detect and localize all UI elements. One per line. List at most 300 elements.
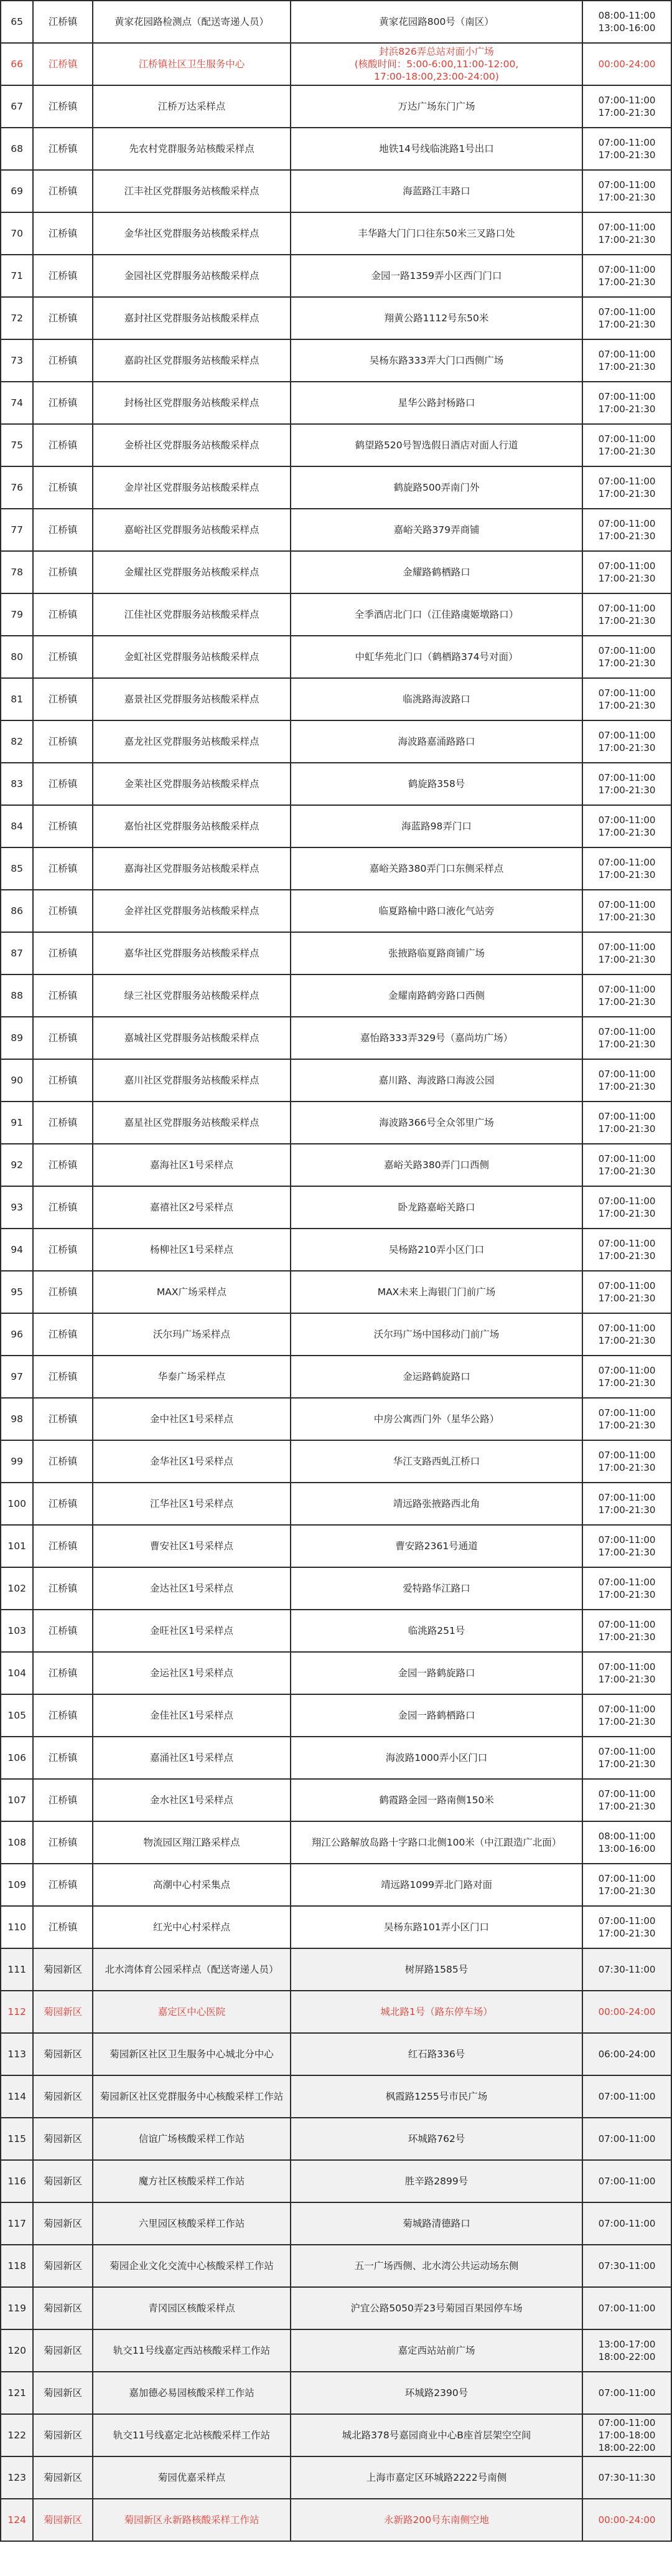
address-line: 靖远路张掖路西北角: [393, 1498, 480, 1509]
site-name-cell: 魔方社区核酸采样工作站: [93, 2160, 291, 2202]
town-cell: 江桥镇: [33, 551, 93, 593]
table-row: [1, 2118, 671, 2160]
time-slot: 17:00-21:30: [598, 1377, 656, 1389]
town-cell: 菊园新区: [33, 2245, 93, 2287]
site-name-cell: 江华社区1号采样点: [93, 1483, 291, 1525]
time-cell: [582, 890, 671, 932]
table-row: [1, 593, 671, 636]
time-slot: 17:00-21:30: [598, 869, 656, 880]
row-number-cell: 98: [1, 1398, 33, 1440]
table-row: [1, 339, 671, 382]
table-row: [1, 1271, 671, 1313]
row-number-cell: 103: [1, 1610, 33, 1652]
address-cell: [291, 1567, 582, 1610]
row-number-cell: 106: [1, 1737, 33, 1779]
site-name-cell: 六里园区核酸采样工作站: [93, 2202, 291, 2245]
address-cell: [291, 1229, 582, 1271]
town-cell: 江桥镇: [33, 1821, 93, 1864]
site-name-cell: 金祥社区党群服务站核酸采样点: [93, 890, 291, 932]
time-slot: 17:00-18:00: [598, 2430, 656, 2441]
table-row: [1, 1906, 671, 1948]
site-name-cell: 高潮中心村采集点: [93, 1864, 291, 1906]
town-cell: 江桥镇: [33, 720, 93, 763]
time-slot: 17:00-21:30: [598, 149, 656, 161]
time-cell: [582, 678, 671, 720]
table-row: [1, 424, 671, 466]
time-slot: 17:00-21:30: [598, 192, 656, 203]
row-number-cell: 102: [1, 1567, 33, 1610]
address-cell: [291, 1483, 582, 1525]
site-name-cell: 金佳社区1号采样点: [93, 1694, 291, 1737]
time-slot: 17:00-21:30: [598, 1928, 656, 1939]
town-cell: 菊园新区: [33, 2372, 93, 2414]
time-slot: 07:00-11:00: [598, 1534, 656, 1545]
time-slot: 07:00-11:00: [598, 1577, 656, 1588]
site-name-cell: 红光中心村采样点: [93, 1906, 291, 1948]
address-cell: [291, 1525, 582, 1567]
address-cell: [291, 1652, 582, 1694]
town-cell: 菊园新区: [33, 2160, 93, 2202]
address-cell: [291, 1398, 582, 1440]
town-cell: 江桥镇: [33, 1440, 93, 1483]
time-cell: [582, 2372, 671, 2414]
row-number-cell: 66: [1, 43, 33, 85]
time-cell: [582, 2287, 671, 2329]
address-cell: [291, 128, 582, 170]
address-cell: [291, 2202, 582, 2245]
site-name-cell: 江佳社区党群服务站核酸采样点: [93, 593, 291, 636]
time-slot: 17:00-21:30: [598, 658, 656, 669]
site-name-cell: 嘉韵社区党群服务站核酸采样点: [93, 339, 291, 382]
time-cell: [582, 1, 671, 43]
town-cell: 江桥镇: [33, 1102, 93, 1144]
address-line: 上海市嘉定区环城路2222号南侧: [366, 2472, 507, 2483]
address-line: 金园一路鹤栖路口: [398, 1710, 475, 1721]
table-row: [1, 1948, 671, 1991]
time-slot: 17:00-21:30: [598, 1589, 656, 1600]
address-cell: [291, 1102, 582, 1144]
site-name-cell: 菊园新区永新路核酸采样工作站: [93, 2499, 291, 2541]
site-name-cell: 轨交11号线嘉定北站核酸采样工作站: [93, 2414, 291, 2456]
address-cell: [291, 1821, 582, 1864]
time-slot: 17:00-21:30: [598, 1081, 656, 1092]
site-name-cell: 金运社区1号采样点: [93, 1652, 291, 1694]
town-cell: 江桥镇: [33, 763, 93, 805]
time-slot: 07:00-11:00: [598, 1746, 656, 1757]
row-number-cell: 109: [1, 1864, 33, 1906]
row-number-cell: 87: [1, 932, 33, 974]
address-cell: [291, 2329, 582, 2372]
time-slot: 07:00-11:00: [598, 2176, 656, 2187]
time-slot: 07:00-11:00: [598, 1365, 656, 1376]
row-number-cell: 78: [1, 551, 33, 593]
address-cell: [291, 255, 582, 297]
address-cell: [291, 2499, 582, 2541]
site-name-cell: 物流园区翔江路采样点: [93, 1821, 291, 1864]
table-row: [1, 382, 671, 424]
time-slot: 17:00-21:30: [598, 954, 656, 965]
town-cell: 江桥镇: [33, 1483, 93, 1525]
address-line: 吴杨东路101弄小区门口: [383, 1922, 490, 1933]
address-line: 海波路嘉涌路路口: [398, 736, 475, 747]
time-slot: 17:00-21:30: [598, 1716, 656, 1727]
row-number-cell: 92: [1, 1144, 33, 1186]
town-cell: 江桥镇: [33, 890, 93, 932]
address-cell: [291, 847, 582, 890]
row-number-cell: 104: [1, 1652, 33, 1694]
table-row: [1, 1398, 671, 1440]
address-cell: [291, 1906, 582, 1948]
time-cell: [582, 1059, 671, 1102]
address-line: 永新路200号东南侧空地: [383, 2514, 490, 2526]
town-cell: 菊园新区: [33, 2414, 93, 2456]
site-name-cell: 菊园新区社区卫生服务中心城北分中心: [93, 2033, 291, 2075]
table-row: [1, 1059, 671, 1102]
time-cell: [582, 1610, 671, 1652]
site-name-cell: 轨交11号线嘉定西站核酸采样工作站: [93, 2329, 291, 2372]
table-row: [1, 1779, 671, 1821]
row-number-cell: 120: [1, 2329, 33, 2372]
row-number-cell: 73: [1, 339, 33, 382]
site-name-cell: 嘉景社区党群服务站核酸采样点: [93, 678, 291, 720]
table-row: [1, 678, 671, 720]
time-cell: [582, 1567, 671, 1610]
time-slot: 17:00-21:30: [598, 361, 656, 372]
table-row: [1, 1525, 671, 1567]
address-cell: [291, 1017, 582, 1059]
time-slot: 17:00-21:30: [598, 488, 656, 499]
row-number-cell: 70: [1, 212, 33, 255]
time-cell: [582, 636, 671, 678]
address-line: 金运路鹤旋路口: [403, 1371, 470, 1382]
table-row: [1, 297, 671, 339]
time-slot: 17:00-21:30: [598, 1758, 656, 1770]
time-slot: 17:00-21:30: [598, 1504, 656, 1516]
address-line: 中房公寓西门外（星华公路）: [373, 1413, 500, 1425]
row-number-cell: 101: [1, 1525, 33, 1567]
table-row: [1, 1694, 671, 1737]
address-cell: [291, 2456, 582, 2499]
table-row: [1, 43, 671, 85]
row-number-cell: 65: [1, 1, 33, 43]
table-row: [1, 2499, 671, 2541]
time-slot: 07:00-11:00: [598, 476, 656, 487]
site-name-cell: 嘉川社区党群服务站核酸采样点: [93, 1059, 291, 1102]
address-cell: [291, 297, 582, 339]
address-cell: [291, 720, 582, 763]
time-slot: 07:00-11:00: [598, 1450, 656, 1461]
town-cell: 菊园新区: [33, 1991, 93, 2033]
address-cell: [291, 2287, 582, 2329]
town-cell: 江桥镇: [33, 255, 93, 297]
time-slot: 07:00-11:00: [598, 2387, 656, 2399]
address-line: 环城路2390号: [404, 2387, 469, 2399]
time-cell: [582, 1440, 671, 1483]
table-row: [1, 212, 671, 255]
table-row: [1, 85, 671, 128]
address-line: 曹安路2361号通道: [395, 1540, 478, 1552]
address-cell: [291, 763, 582, 805]
site-name-cell: 金华社区1号采样点: [93, 1440, 291, 1483]
time-slot: 07:00-11:00: [598, 179, 656, 191]
time-slot: 07:00-11:00: [598, 1026, 656, 1037]
town-cell: 江桥镇: [33, 1864, 93, 1906]
time-cell: [582, 43, 671, 85]
table-row: [1, 1229, 671, 1271]
address-line: 嘉峪关路380弄门口西侧: [383, 1159, 490, 1171]
site-name-cell: 青冈园区核酸采样点: [93, 2287, 291, 2329]
table-row: [1, 932, 671, 974]
table-row: [1, 1, 671, 43]
row-number-cell: 71: [1, 255, 33, 297]
row-number-cell: 115: [1, 2118, 33, 2160]
town-cell: 江桥镇: [33, 466, 93, 509]
row-number-cell: 83: [1, 763, 33, 805]
time-cell: [582, 974, 671, 1017]
town-cell: 菊园新区: [33, 2499, 93, 2541]
time-slot: 00:00-24:00: [598, 2006, 656, 2017]
time-slot: 07:00-11:00: [598, 1069, 656, 1080]
table-row: [1, 1102, 671, 1144]
town-cell: 江桥镇: [33, 297, 93, 339]
row-number-cell: 123: [1, 2456, 33, 2499]
time-cell: [582, 1694, 671, 1737]
row-number-cell: 91: [1, 1102, 33, 1144]
row-number-cell: 75: [1, 424, 33, 466]
time-slot: 07:00-11:00: [598, 1407, 656, 1418]
row-number-cell: 84: [1, 805, 33, 847]
time-cell: [582, 2033, 671, 2075]
row-number-cell: 72: [1, 297, 33, 339]
address-cell: [291, 1864, 582, 1906]
row-number-cell: 79: [1, 593, 33, 636]
time-cell: [582, 2245, 671, 2287]
table-row: [1, 1991, 671, 2033]
address-cell: [291, 2160, 582, 2202]
row-number-cell: 76: [1, 466, 33, 509]
address-line: 鹤霞路金园一路南侧150米: [379, 1795, 494, 1806]
table-row: [1, 1313, 671, 1356]
time-slot: 07:00-11:00: [598, 306, 656, 318]
table-row: [1, 2414, 671, 2456]
address-cell: [291, 1144, 582, 1186]
row-number-cell: 118: [1, 2245, 33, 2287]
table-row: [1, 1356, 671, 1398]
address-cell: [291, 339, 582, 382]
site-name-cell: 菊园优嘉采样点: [93, 2456, 291, 2499]
address-cell: [291, 1948, 582, 1991]
town-cell: 江桥镇: [33, 509, 93, 551]
site-name-cell: 先农村党群服务站核酸采样点: [93, 128, 291, 170]
address-line: 胜辛路2899号: [404, 2176, 469, 2187]
town-cell: 江桥镇: [33, 43, 93, 85]
address-cell: [291, 424, 582, 466]
town-cell: 菊园新区: [33, 2329, 93, 2372]
address-cell: [291, 636, 582, 678]
town-cell: 江桥镇: [33, 1017, 93, 1059]
time-slot: 07:00-11:00: [598, 1915, 656, 1927]
site-name-cell: 嘉怡社区党群服务站核酸采样点: [93, 805, 291, 847]
row-number-cell: 94: [1, 1229, 33, 1271]
town-cell: 江桥镇: [33, 1, 93, 43]
address-cell: [291, 509, 582, 551]
address-cell: [291, 2118, 582, 2160]
site-name-cell: 江丰社区党群服务站核酸采样点: [93, 170, 291, 212]
time-slot: 17:00-21:30: [598, 1208, 656, 1219]
address-line: 环城路762号: [408, 2133, 465, 2144]
time-slot: 08:00-11:00: [598, 1831, 656, 1842]
time-slot: 07:00-11:00: [598, 264, 656, 275]
address-cell: [291, 1, 582, 43]
time-slot: 17:00-21:30: [598, 1462, 656, 1473]
address-cell: [291, 2414, 582, 2456]
town-cell: 江桥镇: [33, 85, 93, 128]
address-line: 金园一路1359弄小区西门门口: [371, 270, 502, 281]
table-row: [1, 2160, 671, 2202]
time-cell: [582, 212, 671, 255]
table-row: [1, 466, 671, 509]
address-cell: [291, 551, 582, 593]
address-line: 吴杨东路333弄大门口西侧广场: [369, 355, 504, 366]
time-slot: 07:00-11:00: [598, 1619, 656, 1630]
time-slot: 07:00-11:00: [598, 772, 656, 783]
address-line: 临夏路榆中路口液化气站旁: [378, 905, 495, 917]
time-slot: 17:00-21:30: [598, 1547, 656, 1558]
site-name-cell: 金岸社区党群服务站核酸采样点: [93, 466, 291, 509]
town-cell: 江桥镇: [33, 1144, 93, 1186]
time-slot: 17:00-21:30: [598, 742, 656, 753]
site-name-cell: 杨柳社区1号采样点: [93, 1229, 291, 1271]
time-cell: [582, 339, 671, 382]
row-number-cell: 124: [1, 2499, 33, 2541]
address-line: 翔江公路解放岛路十字路口北侧100米（中江跟造广北面）: [311, 1837, 562, 1848]
time-slot: 07:00-11:00: [598, 2417, 656, 2428]
time-slot: 17:00-21:30: [598, 1801, 656, 1812]
time-slot: 07:00-11:00: [598, 1492, 656, 1503]
site-name-cell: 沃尔玛广场采样点: [93, 1313, 291, 1356]
row-number-cell: 74: [1, 382, 33, 424]
table-row: [1, 2245, 671, 2287]
time-slot: 17:00-21:30: [598, 1293, 656, 1304]
time-slot: 07:00-11:00: [598, 645, 656, 656]
table-row: [1, 255, 671, 297]
time-slot: 13:00-16:00: [598, 22, 656, 34]
table-row: [1, 2202, 671, 2245]
address-line: 树屏路1585号: [404, 1964, 469, 1975]
site-name-cell: 嘉海社区党群服务站核酸采样点: [93, 847, 291, 890]
time-slot: 13:00-16:00: [598, 1843, 656, 1854]
row-number-cell: 77: [1, 509, 33, 551]
time-slot: 17:00-21:30: [598, 1885, 656, 1897]
address-line: 金耀南路鹤旁路口西侧: [388, 990, 485, 1001]
table-row: [1, 2329, 671, 2372]
row-number-cell: 113: [1, 2033, 33, 2075]
table-row: [1, 1610, 671, 1652]
address-line: 鹤旋路500弄南门外: [393, 482, 480, 493]
time-cell: [582, 1313, 671, 1356]
time-cell: [582, 2160, 671, 2202]
town-cell: 江桥镇: [33, 212, 93, 255]
address-cell: [291, 678, 582, 720]
time-cell: [582, 2499, 671, 2541]
time-cell: [582, 1483, 671, 1525]
site-name-cell: 嘉峪社区党群服务站核酸采样点: [93, 509, 291, 551]
address-cell: [291, 1737, 582, 1779]
address-line: 嘉川路、海波路口海波公园: [378, 1075, 495, 1086]
address-line: 海蓝路98弄门口: [401, 821, 472, 832]
address-line: 海波路366号全众邻里广场: [379, 1117, 494, 1128]
time-cell: [582, 2075, 671, 2118]
address-line: 鹤望路520号智选假日酒店对面人行道: [355, 440, 518, 451]
time-cell: [582, 1186, 671, 1229]
time-slot: 07:00-11:00: [598, 1873, 656, 1884]
address-line: 封浜826弄总站对面小广场: [379, 46, 494, 57]
time-cell: [582, 720, 671, 763]
table-row: [1, 974, 671, 1017]
site-name-cell: 江桥万达采样点: [93, 85, 291, 128]
row-number-cell: 97: [1, 1356, 33, 1398]
address-line: MAX未来上海银门门前广场: [377, 1286, 496, 1298]
town-cell: 菊园新区: [33, 2033, 93, 2075]
address-cell: [291, 2372, 582, 2414]
time-slot: 07:00-11:00: [598, 2133, 656, 2144]
site-name-cell: 菊园企业文化交流中心核酸采样工作站: [93, 2245, 291, 2287]
address-line: 海波路1000弄小区门口: [385, 1752, 488, 1763]
time-slot: 17:00-21:30: [598, 1420, 656, 1431]
address-cell: [291, 1779, 582, 1821]
time-slot: 07:30-11:00: [598, 1964, 656, 1975]
address-line: 金耀路鹤栖路口: [403, 567, 470, 578]
site-name-cell: MAX广场采样点: [93, 1271, 291, 1313]
town-cell: 江桥镇: [33, 1356, 93, 1398]
address-cell: [291, 1059, 582, 1102]
time-cell: [582, 1737, 671, 1779]
table-row: [1, 1186, 671, 1229]
table-row: [1, 1567, 671, 1610]
time-cell: [582, 1102, 671, 1144]
site-name-cell: 金虹社区党群服务站核酸采样点: [93, 636, 291, 678]
table-row: [1, 1144, 671, 1186]
site-name-cell: 黄家花园路检测点（配送寄递人员）: [93, 1, 291, 43]
table-body: [1, 1, 671, 2541]
site-name-cell: 金耀社区党群服务站核酸采样点: [93, 551, 291, 593]
address-line: 海蓝路江丰路口: [403, 186, 470, 197]
address-cell: [291, 2075, 582, 2118]
time-slot: 07:00-11:00: [598, 1323, 656, 1334]
town-cell: 菊园新区: [33, 2118, 93, 2160]
time-cell: [582, 424, 671, 466]
table-row: [1, 509, 671, 551]
address-line: 枫霞路1255号市民广场: [385, 2091, 488, 2102]
time-slot: 07:00-11:00: [598, 518, 656, 529]
time-slot: 07:00-11:00: [598, 1788, 656, 1800]
time-cell: [582, 1906, 671, 1948]
table-row: [1, 636, 671, 678]
row-number-cell: 100: [1, 1483, 33, 1525]
time-cell: [582, 2329, 671, 2372]
time-cell: [582, 1017, 671, 1059]
time-cell: [582, 1864, 671, 1906]
time-slot: 07:00-11:00: [598, 1196, 656, 1207]
site-name-cell: 金水社区1号采样点: [93, 1779, 291, 1821]
time-slot: 17:00-21:30: [598, 1039, 656, 1050]
time-slot: 07:00-11:00: [598, 814, 656, 826]
address-cell: [291, 212, 582, 255]
time-slot: 17:00-21:30: [598, 531, 656, 542]
address-line: 鹤旋路358号: [408, 778, 465, 790]
address-line: 翔黄公路1112号东50米: [384, 313, 489, 324]
town-cell: 江桥镇: [33, 1525, 93, 1567]
